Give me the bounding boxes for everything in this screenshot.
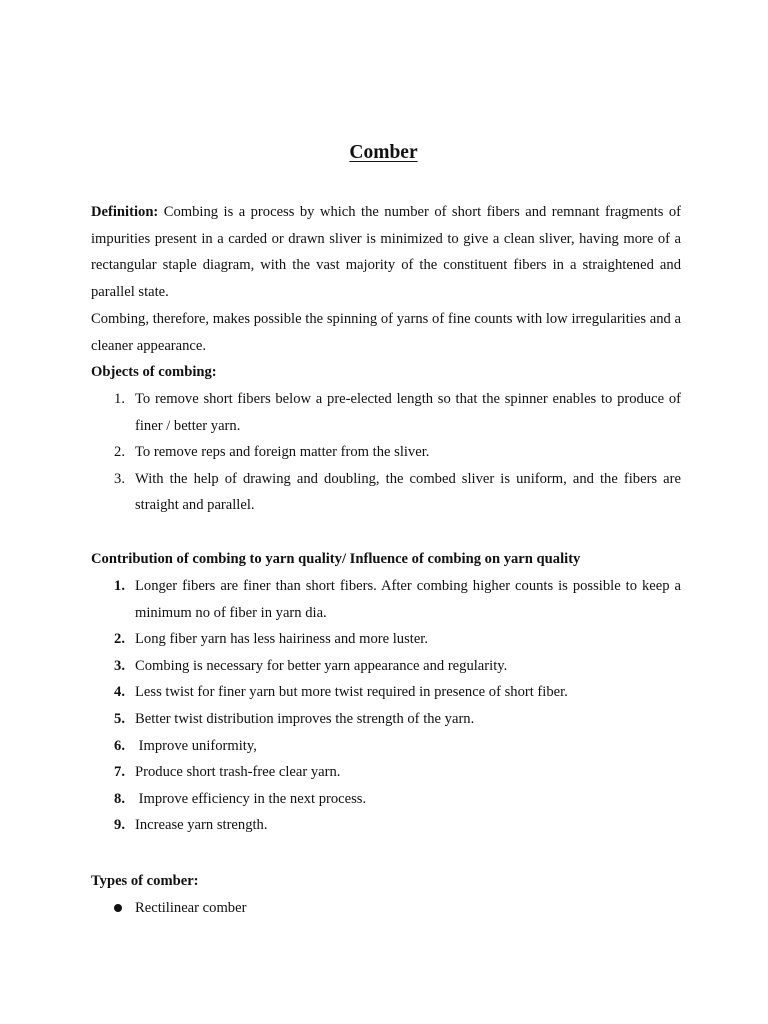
list-item-text: Improve efficiency in the next process. [135,790,367,807]
list-item-number: 4. [114,684,125,701]
list-item [91,439,681,466]
list-item [91,466,681,519]
types-heading: Types of comber: [91,873,199,889]
contribution-list [91,573,681,839]
types-list [91,895,681,922]
list-item-text: Produce short trash-free clear yarn. [135,764,341,781]
list-item [91,759,681,786]
list-item-text: With the help of drawing and doubling, the combed sliver is uniform, and the fibers are straight and parallel. [135,470,681,514]
list-item-text: Rectilinear comber [135,900,247,916]
list-item-number: 9. [114,817,125,834]
objects-list [91,386,681,519]
list-item-number: 3. [114,657,125,674]
list-item-number: 7. [114,764,125,781]
list-item-number: 6. [114,737,125,754]
list-item-text: Better twist distribution improves the strength of the yarn. [135,710,475,727]
list-item [91,679,681,706]
list-item-number: 1. [114,578,125,594]
list-item-text: Less twist for finer yarn but more twist required in presence of short fiber. [135,684,568,701]
page-title: Comber [349,142,418,163]
contribution-heading: Contribution of combing to yarn quality/ Influence of combing on yarn quality [91,551,581,567]
list-item-text: Combing is necessary for better yarn appearance and regularity. [135,657,508,674]
list-item [91,386,681,439]
list-item-number: 2. [114,631,125,648]
list-item-number: 5. [114,710,125,727]
list-item [91,626,681,653]
objects-heading: Objects of combing: [91,364,217,380]
list-item [91,733,681,760]
list-item-number: 1. [114,391,125,407]
list-item [91,786,681,813]
definition-paragraph [91,199,681,305]
list-item [91,895,681,922]
list-item-text: Long fiber yarn has less hairiness and more luster. [135,631,429,648]
list-item [91,653,681,680]
list-item-number: 3. [114,470,125,487]
list-item [91,573,681,626]
bullet-icon [114,904,122,912]
list-item [91,812,681,839]
list-item-number: 8. [114,790,125,807]
list-item [91,706,681,733]
list-item-text: Longer fibers are finer than short fibers. After combing higher counts is possible to keep a minimum no of fiber in yarn dia. [135,578,681,621]
definition-text: Combing is a process by which the number of short fibers and remnant fragments of impurities present in a carded or drawn sliver is minimized to give a clean sliver, having more of a rectangular staple diagram, with the vast majority of the constituent fibers in a straightened and parallel state. [91,204,681,300]
list-item-number: 2. [114,444,125,461]
list-item-text: To remove short fibers below a pre-elected length so that the spinner enables to produce of finer / better yarn. [135,391,681,434]
list-item-text: Increase yarn strength. [135,817,268,834]
list-item-text: To remove reps and foreign matter from the sliver. [135,444,430,461]
combing-paragraph: Combing, therefore, makes possible the spinning of yarns of fine counts with low irregularities and a cleaner appearance. [91,311,681,354]
definition-label: Definition: [91,204,159,220]
list-item-text: Improve uniformity, [135,737,257,754]
